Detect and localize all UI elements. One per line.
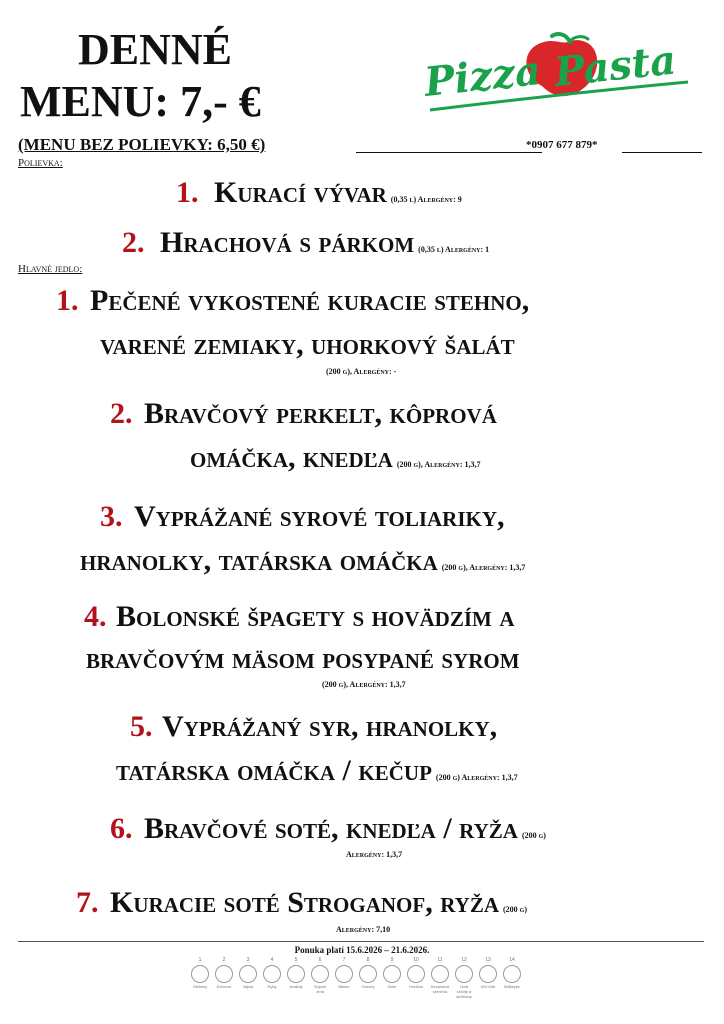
main-item-1-note: (200 g), Alergény: - (326, 367, 397, 376)
allergen-item (406, 957, 426, 989)
allergen-icon (455, 965, 473, 983)
allergen-item (214, 957, 234, 989)
logo-word-pasta: Pasta (552, 36, 679, 96)
main-number: 2. (110, 397, 133, 430)
allergen-icon (263, 965, 281, 983)
allergen-name: Mlieko (338, 984, 350, 989)
main-line1: Vyprážaný syr, hranolky, (162, 710, 498, 743)
allergen-name: Orechy (361, 984, 375, 989)
main-item-6-line1 (110, 812, 546, 853)
allergen-icon (407, 965, 425, 983)
allergen-name: Mäkkýše (504, 984, 520, 989)
logo-word-pizza: Pizza (422, 47, 544, 106)
allergen-number: 14 (509, 957, 515, 963)
main-item-1-line1 (56, 284, 529, 318)
footer-rule (18, 941, 704, 942)
allergen-item (478, 957, 498, 989)
main-note: (200 g) Alergény: 1,3,7 (435, 773, 518, 782)
main-line2: tatárska omáčka / kečup (116, 754, 432, 787)
main-item-3-line2 (80, 544, 525, 585)
title-line2: MENU: 7,- € (20, 77, 261, 126)
main-item-7-note: Alergény: 7,10 (336, 925, 391, 934)
main-item-1-line2: varené zemiaky, uhorkový šalát (100, 328, 515, 361)
subtitle-menu-without-soup: (MENU BEZ POLIEVKY: 6,50 €) (18, 135, 266, 154)
allergen-item (190, 957, 210, 989)
allergen-number: 12 (461, 957, 467, 963)
soup-number: 1. (176, 176, 199, 209)
main-item-4-note: (200 g), Alergény: 1,3,7 (322, 680, 406, 689)
main-line1: Bolonské špagety s hovädzím a (116, 600, 515, 633)
section-soup-label: Polievka: (18, 157, 63, 169)
allergen-item (238, 957, 258, 989)
main-item-7-line1 (76, 886, 527, 927)
allergen-icon (479, 965, 497, 983)
allergen-name: Zeler (387, 984, 397, 989)
pizza-pasta-logo (420, 30, 700, 120)
main-line2: omáčka, knedľa (190, 441, 393, 474)
allergen-icon (431, 965, 449, 983)
soup-item-2 (122, 226, 489, 267)
main-line1: Bravčové soté, knedľa / ryža (144, 812, 518, 845)
soup-item-1 (176, 176, 462, 217)
main-number: 7. (76, 886, 99, 919)
allergen-number: 6 (318, 957, 322, 963)
main-item-3-line1 (100, 500, 505, 534)
allergen-name: Obilniny (192, 984, 208, 989)
allergen-number: 1 (198, 957, 202, 963)
allergen-name: Oxid siričitý a siričitany (456, 984, 472, 999)
allergen-item (430, 957, 450, 994)
allergen-number: 4 (270, 957, 274, 963)
allergen-number: 3 (246, 957, 250, 963)
main-number: 6. (110, 812, 133, 845)
main-number: 5. (130, 710, 153, 743)
allergen-item (454, 957, 474, 999)
main-number: 1. (56, 284, 79, 317)
allergen-name: Arašidy (289, 984, 303, 989)
main-weight: (200 g) (521, 831, 546, 840)
allergen-item (334, 957, 354, 989)
validity-text: Ponuka platí 15.6.2026 – 21.6.2026. (294, 945, 430, 955)
soup-name: Kurací vývar (214, 176, 387, 209)
allergen-item (502, 957, 522, 989)
allergen-icon (503, 965, 521, 983)
allergen-name: Ryby (267, 984, 277, 989)
allergen-number: 7 (342, 957, 346, 963)
allergen-strip (190, 957, 540, 1017)
allergen-item (262, 957, 282, 989)
main-line1: Kuracie soté Stroganof, ryža (110, 886, 499, 919)
main-line1: Pečené vykostené kuracie stehno, (90, 284, 530, 317)
allergen-icon (239, 965, 257, 983)
allergen-icon (383, 965, 401, 983)
soup-note: (0,35 l) Alergény: 1 (418, 245, 490, 254)
allergen-number: 8 (366, 957, 370, 963)
main-item-2-line1 (110, 397, 497, 431)
allergen-icon (335, 965, 353, 983)
phone-rule (622, 152, 702, 153)
subtitle-rule (356, 152, 542, 153)
main-line1: Bravčový perkelt, kôprová (144, 397, 497, 430)
allergen-icon (359, 965, 377, 983)
main-weight: (200 g) (503, 905, 527, 914)
allergen-item (358, 957, 378, 989)
allergen-item (382, 957, 402, 989)
allergen-item (310, 957, 330, 994)
main-item-4-line1 (84, 600, 515, 634)
allergen-name: Sezamové semená (430, 984, 450, 994)
allergen-name: Horčica (409, 984, 423, 989)
soup-number: 2. (122, 226, 145, 259)
allergen-icon (311, 965, 329, 983)
main-item-5-line1 (130, 710, 497, 744)
subtitle-row (18, 135, 702, 155)
allergen-number: 11 (437, 957, 443, 963)
allergen-number: 9 (390, 957, 394, 963)
allergen-name: Vlčí bôb (480, 984, 496, 989)
main-item-4-line2: bravčovým mäsom posypané syrom (86, 642, 520, 675)
allergen-icon (191, 965, 209, 983)
main-line1: Vyprážané syrové toliariky, (134, 500, 505, 533)
allergen-icon (287, 965, 305, 983)
title-line1: DENNÉ (78, 25, 233, 74)
allergen-icon (215, 965, 233, 983)
phone-number: *0907 677 879* (526, 139, 598, 151)
allergen-item (286, 957, 306, 989)
allergen-name: Sójové zrná (313, 984, 327, 994)
main-number: 4. (84, 600, 107, 633)
allergen-name: Kôrovce (216, 984, 232, 989)
main-line2: hranolky, tatárska omáčka (80, 544, 438, 577)
main-note: (200 g), Alergény: 1,3,7 (396, 460, 481, 469)
main-item-2-line2 (190, 441, 481, 482)
allergen-number: 10 (413, 957, 419, 963)
allergen-name: Vajcia (242, 984, 254, 989)
soup-note: (0,35 l) Alergény: 9 (390, 195, 462, 204)
main-note: (200 g), Alergény: 1,3,7 (441, 563, 526, 572)
soup-name: Hrachová s párkom (160, 226, 415, 259)
allergen-number: 5 (294, 957, 298, 963)
main-item-5-line2 (116, 754, 518, 795)
section-main-label: Hlavné jedlo: (18, 263, 83, 275)
allergen-number: 2 (222, 957, 226, 963)
allergen-number: 13 (485, 957, 491, 963)
main-item-6-note: Alergény: 1,3,7 (346, 850, 403, 859)
main-number: 3. (100, 500, 123, 533)
